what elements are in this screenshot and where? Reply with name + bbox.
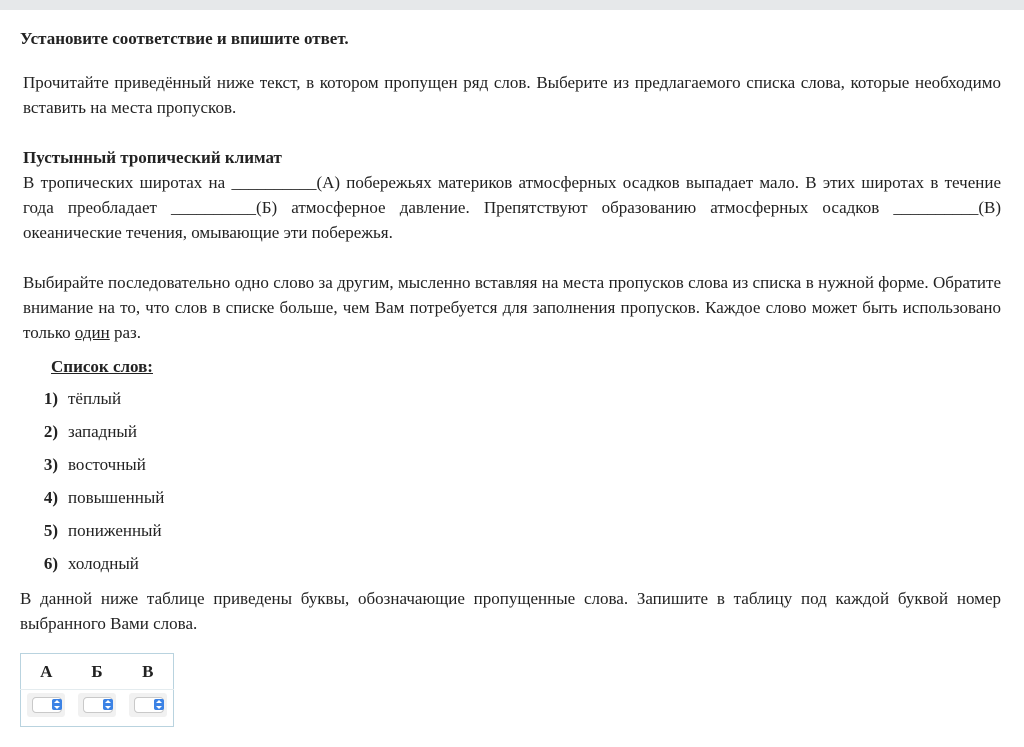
word-text: пониженный <box>68 521 162 540</box>
list-item <box>20 487 1004 520</box>
gap-b: __________ <box>171 198 257 217</box>
answer-cell-a <box>21 690 72 727</box>
text-segment-4: (В) океанические течения, омывающие эти побережья. <box>23 198 1001 242</box>
answer-letter-v: В <box>142 661 154 681</box>
text-segment-1: В тропических широтах на <box>23 173 232 192</box>
word-text: западный <box>68 422 137 441</box>
answer-letter-b: Б <box>91 661 103 681</box>
answer-select-a[interactable] <box>27 693 65 717</box>
up-down-chevron-icon <box>154 699 164 710</box>
up-down-chevron-icon <box>103 699 113 710</box>
list-item <box>20 454 1004 487</box>
word-text: восточный <box>68 455 146 474</box>
rules-text <box>20 270 1004 345</box>
word-number: 3) <box>43 455 58 474</box>
text-with-gaps <box>20 170 1004 245</box>
top-bar <box>0 0 1024 10</box>
word-text: повышенный <box>68 488 165 507</box>
answer-select-b[interactable] <box>78 693 116 717</box>
rules-emphasis: один <box>74 323 110 342</box>
word-list <box>20 388 1004 586</box>
answer-cell-v <box>123 690 174 727</box>
word-number: 4) <box>43 488 58 507</box>
answer-letter-a: А <box>40 661 53 681</box>
answer-instruction: В данной ниже таблице приведены буквы, обозначающие пропущенные слова. Запишите в таблицу под каждой буквой номер выбранного Вами слова. <box>20 589 1001 633</box>
gap-a: __________ <box>231 173 317 192</box>
list-item <box>20 421 1004 454</box>
list-item <box>20 520 1004 553</box>
word-number: 6) <box>43 554 58 573</box>
gap-v: __________ <box>893 198 979 217</box>
word-text: тёплый <box>68 389 122 408</box>
word-number: 1) <box>43 389 58 408</box>
answer-table <box>20 653 174 727</box>
rules-tail: раз. <box>109 323 141 342</box>
answer-select-v[interactable] <box>129 693 167 717</box>
word-number: 2) <box>43 422 58 441</box>
task-title: Установите соответствие и впишите ответ. <box>20 29 349 48</box>
word-text: холодный <box>68 554 139 573</box>
up-down-chevron-icon <box>52 699 62 710</box>
text-heading: Пустынный тропический климат <box>23 148 282 167</box>
text-segment-3: (Б) атмосферное давление. Препятствуют образованию атмосферных осадков <box>256 198 894 217</box>
task-content <box>0 28 1024 727</box>
answer-cell-b <box>72 690 123 727</box>
word-list-heading: Список слов: <box>51 357 153 376</box>
text-segment-2: (А) побережьях материков атмосферных осадков выпадает мало. В этих широтах в течение года преобладает <box>23 173 1001 217</box>
list-item <box>20 388 1004 421</box>
rules-main: Выбирайте последовательно одно слово за другим, мысленно вставляя на места пропусков слова из списка в нужной форме. Обратите внимание на то, что слов в списке больше, чем Вам потребуется для заполнения пропусков. Каждое слово может быть использовано только <box>23 273 1001 342</box>
task-instruction: Прочитайте приведённый ниже текст, в котором пропущен ряд слов. Выберите из предлагаемого списка слова, которые необходимо вставить на места пропусков. <box>23 73 1001 117</box>
list-item <box>20 553 1004 586</box>
word-number: 5) <box>43 521 58 540</box>
